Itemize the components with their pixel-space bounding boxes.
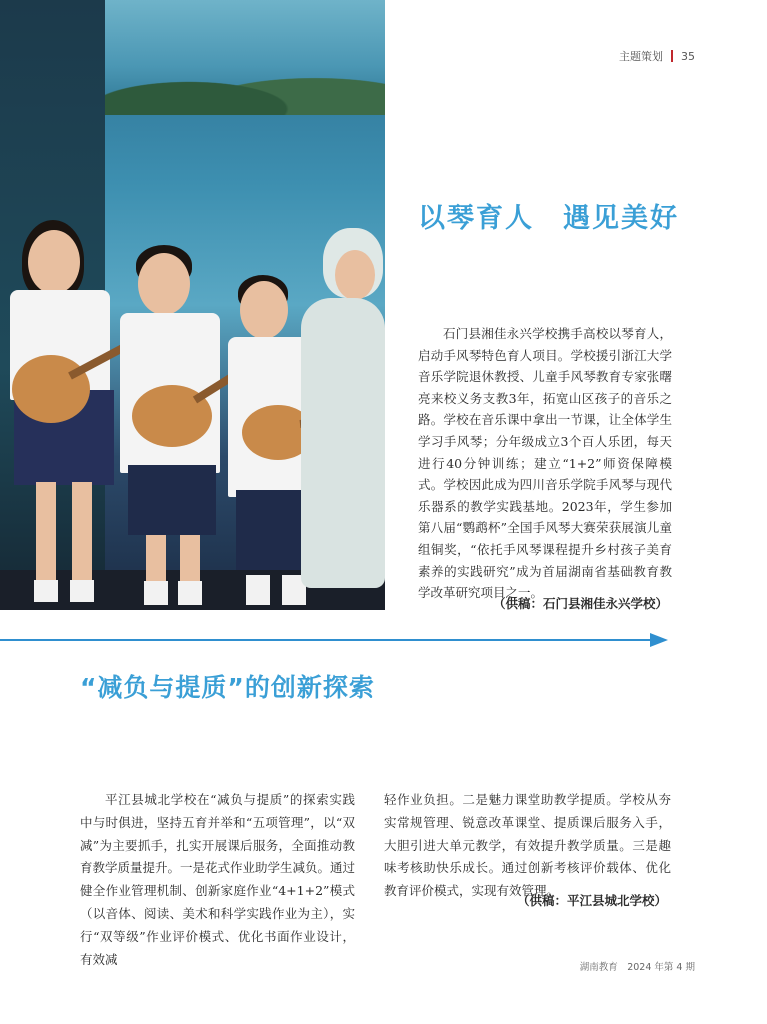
article-title: “减负与提质”的创新探索 [80,673,375,702]
article-title: 以琴育人 遇见美好 [418,203,679,234]
ukulele [12,355,90,423]
divider-arrow-icon [650,633,668,647]
child-in-costume [295,228,385,610]
section-label: 主题策划 [619,50,663,63]
article-body-column-2: 轻作业负担。二是魅力课堂助教学提质。学校从夯实常规管理、锐意改革课堂、提质课后服务入手，大胆引进大单元教学，有效提升教学质量。三是趣味考核助快乐成长。通过创新考核评价载体、优化教育评价模式，实现有效管理。 [384,792,671,899]
article-credit: （供稿：石门县湘佳永兴学校） [492,596,668,611]
page-number: 35 [681,49,695,63]
header-divider [671,50,673,62]
article-body-column-1: 平江县城北学校在“减负与提质”的探索实践中与时俱进，坚持五育并举和“五项管理”，以“双减”为主要抓手，扎实开展课后服务，全面推动教育教学质量提升。一是花式作业助学生减负。通过健全作业管理机制、创新家庭作业“4+1+2”模式（以音体、阅读、美术和科学实践作业为主），实行“双等级”作业评价模式、优化书面作业设计，有效减 [80,792,356,967]
article-credit: （供稿：平江县城北学校） [516,893,667,908]
section-divider [0,639,652,641]
article-body: 石门县湘佳永兴学校携手高校以琴育人，启动手风琴特色育人项目。学校援引浙江大学音乐学院退休教授、儿童手风琴教育专家张曙亮来校义务支教3年，拓宽山区孩子的音乐之路。学校在音乐课中拿出一节课，让全体学生学习手风琴；分年级成立3个百人乐团，每天进行40分钟训练；建立“1+2”师资保障模式。学校因此成为四川音乐学院手风琴与现代乐器系的教学实践基地。2023年，学生参加第八届“鹦鹉杯”全国手风琴大赛荣获展演儿童组铜奖，“依托手风琴课程提升乡村孩子美育素养的实践研究”成为首届湖南省基础教育教学改革研究项目之一。 [418,326,672,601]
children-ukulele-photo [0,0,385,610]
running-header [619,48,695,64]
issue-footer: 湖南教育 2024 年第 4 期 [579,962,695,973]
